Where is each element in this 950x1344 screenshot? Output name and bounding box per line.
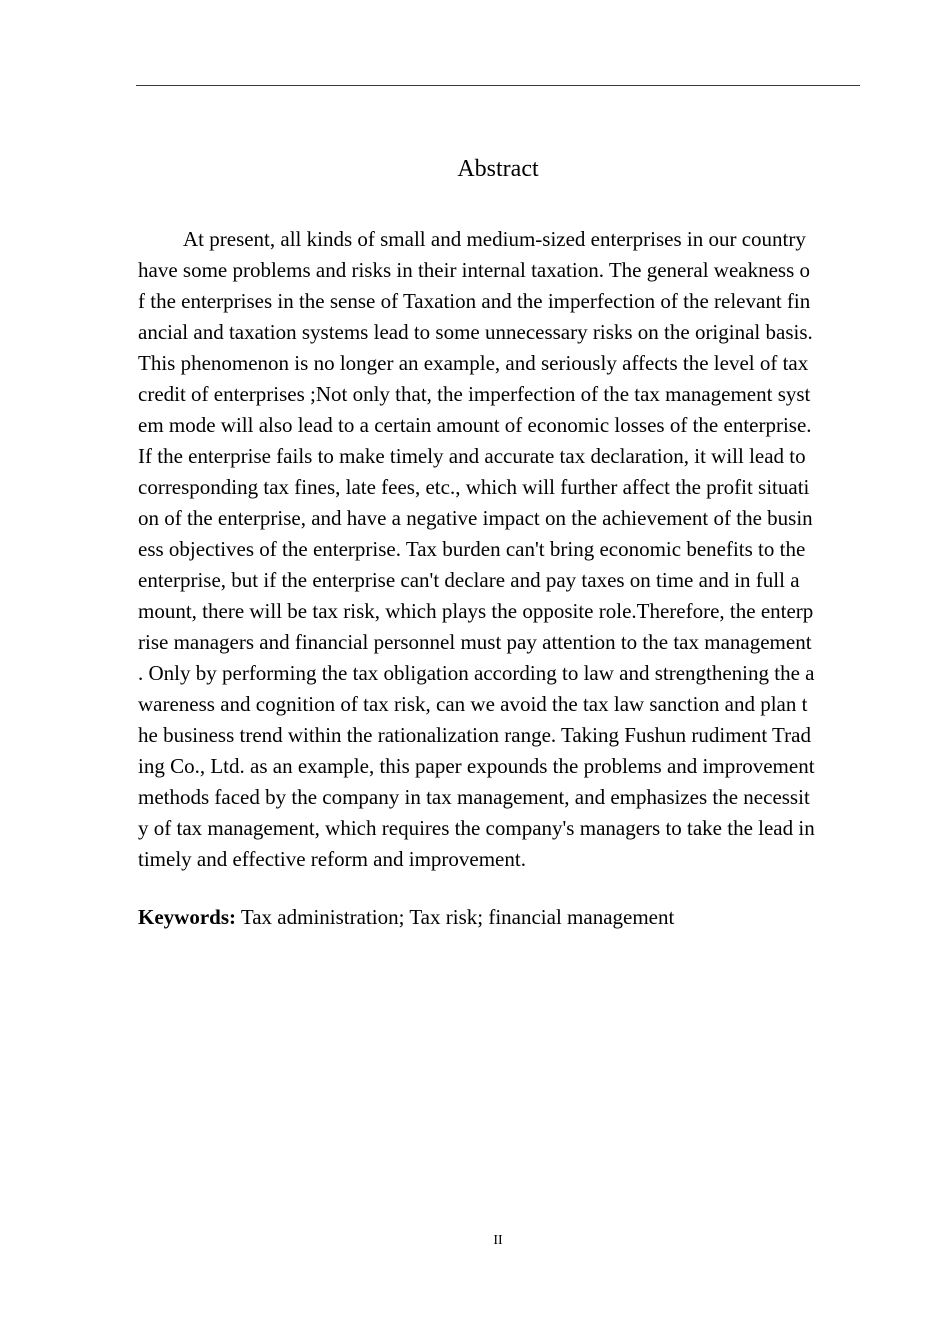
- abstract-line: ess objectives of the enterprise. Tax burden can't bring economic benefits to the: [138, 537, 806, 561]
- abstract-line: . Only by performing the tax obligation according to law and strengthening the a: [138, 661, 815, 685]
- abstract-line: f the enterprises in the sense of Taxation and the imperfection of the relevant fin: [138, 289, 811, 313]
- abstract-line: ancial and taxation systems lead to some unnecessary risks on the original basis.: [138, 320, 813, 344]
- abstract-line: em mode will also lead to a certain amount of economic losses of the enterprise.: [138, 413, 812, 437]
- page-number: II: [493, 1233, 503, 1248]
- abstract-line: rise managers and financial personnel must pay attention to the tax management: [138, 630, 812, 654]
- abstract-line: If the enterprise fails to make timely and accurate tax declaration, it will lead to: [138, 444, 806, 468]
- abstract-line: methods faced by the company in tax management, and emphasizes the necessit: [138, 785, 810, 809]
- abstract-line: y of tax management, which requires the company's managers to take the lead in: [138, 816, 815, 840]
- abstract-line: he business trend within the rationalization range. Taking Fushun rudiment Trad: [138, 723, 811, 747]
- abstract-title: Abstract: [457, 156, 539, 182]
- keywords: [138, 902, 674, 933]
- header-rule: [136, 85, 860, 86]
- abstract-line: This phenomenon is no longer an example, and seriously affects the level of tax: [138, 351, 809, 375]
- abstract-line: wareness and cognition of tax risk, can we avoid the tax law sanction and plan t: [138, 692, 808, 716]
- abstract-line: have some problems and risks in their internal taxation. The general weakness o: [138, 258, 810, 282]
- keywords-value: Tax administration; Tax risk; financial management: [236, 905, 675, 929]
- abstract-line: credit of enterprises ;Not only that, the imperfection of the tax management syst: [138, 382, 811, 406]
- abstract-line: enterprise, but if the enterprise can't declare and pay taxes on time and in full a: [138, 568, 800, 592]
- abstract-line: mount, there will be tax risk, which plays the opposite role.Therefore, the enterp: [138, 599, 814, 623]
- abstract-body: [138, 224, 862, 875]
- abstract-line: timely and effective reform and improvement.: [138, 847, 526, 871]
- abstract-line: ing Co., Ltd. as an example, this paper expounds the problems and improvement: [138, 754, 815, 778]
- abstract-line: corresponding tax fines, late fees, etc., which will further affect the profit situati: [138, 475, 810, 499]
- abstract-line: on of the enterprise, and have a negative impact on the achievement of the busin: [138, 506, 813, 530]
- abstract-line: At present, all kinds of small and medium-sized enterprises in our country: [183, 227, 806, 251]
- keywords-label: Keywords:: [138, 905, 236, 929]
